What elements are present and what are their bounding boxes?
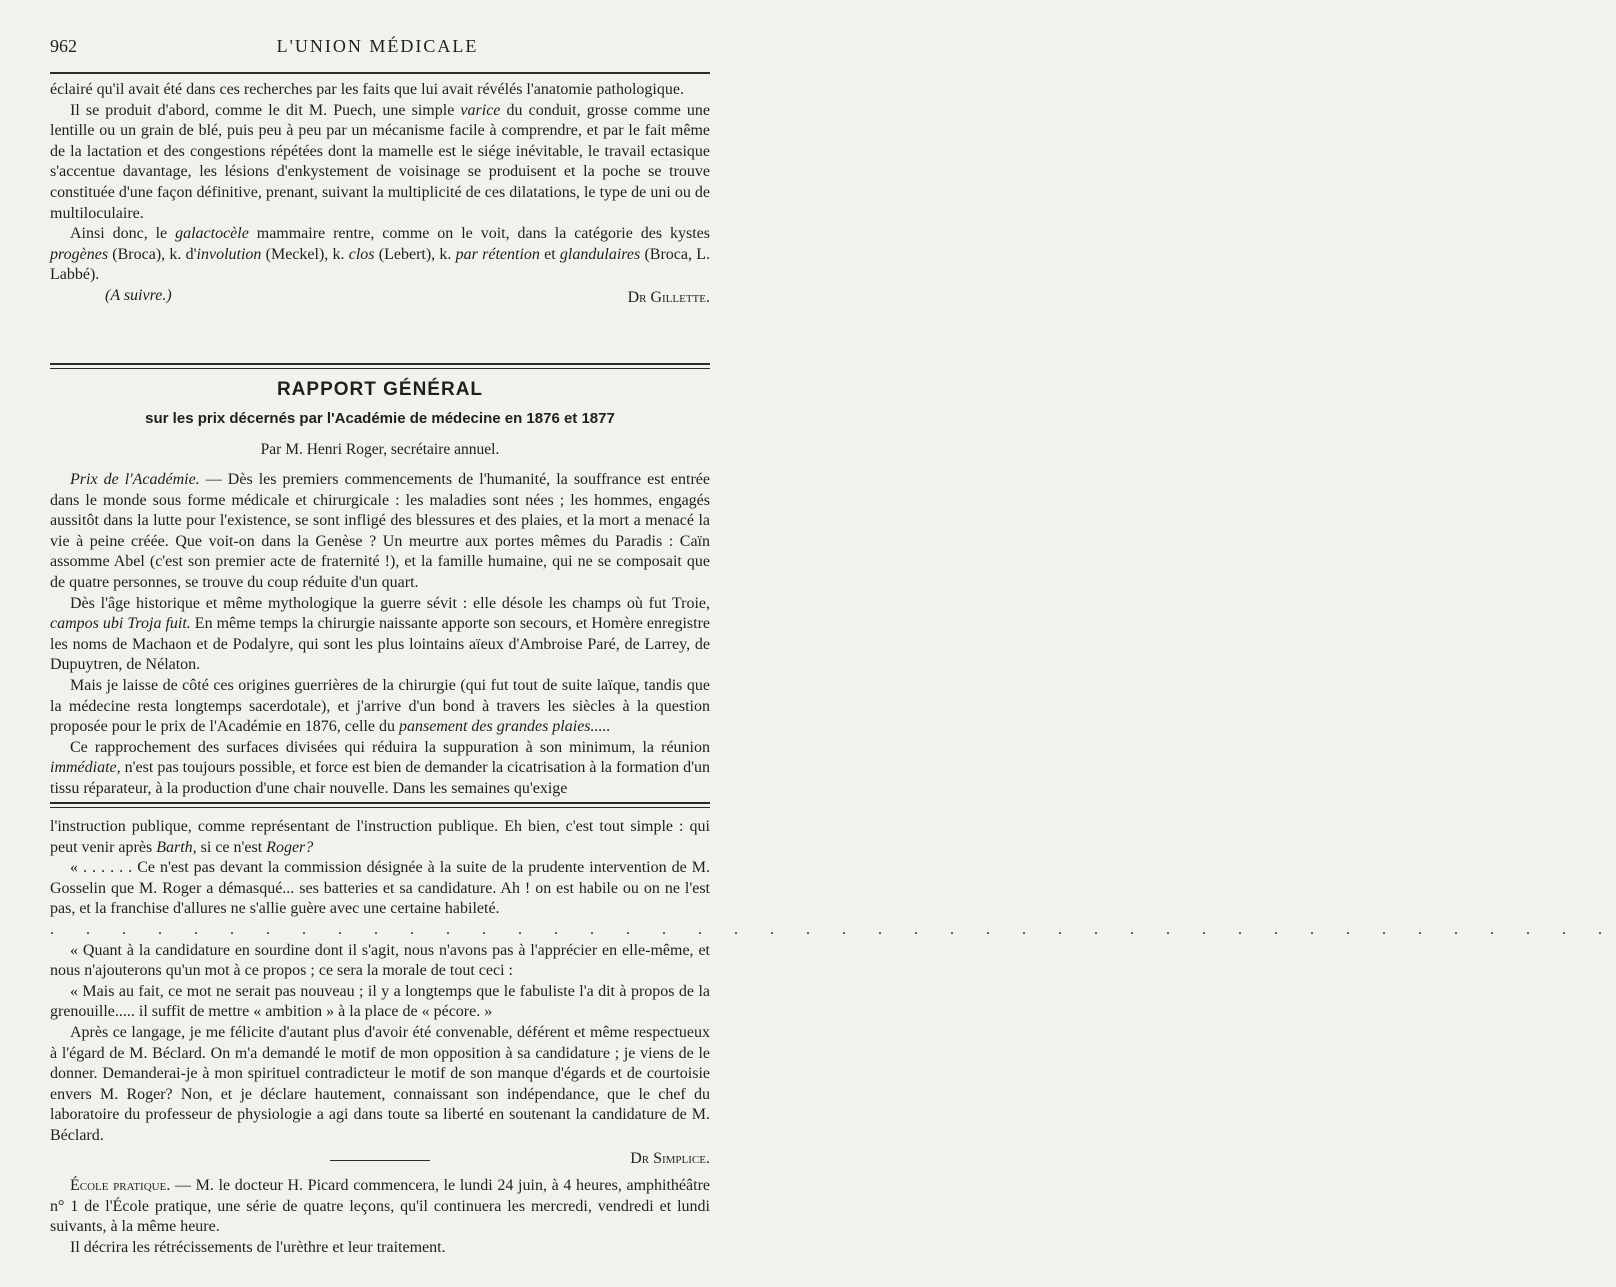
feuilleton-rule-thin	[50, 807, 710, 808]
paragraph: Après ce langage, je me félicite d'autant plus d'avoir été convenable, déférent et même respectueux à l'égard de M. Béclard. On m'a demandé le motif de mon opposition à sa candidature ; je viens de le donner. Demanderai-je à mon spirituel contradicteur le motif de son manque d'égards et de courtoisie envers M. Roger? Non, et je déclare hautement, connaissant son indépendance, que le chef du laboratoire du professeur de physiologie a agi dans toute sa liberté en soutenant la candidature de M. Béclard.	[50, 1023, 710, 1144]
text-run: l'instruction publique, comme représentant de l'instruction publique. Eh bien, c'est tout simple : qui peut venir après	[50, 818, 710, 856]
text-run: Mais je laisse de côté ces origines guerrières de la chirurgie (qui fut tout de suite laïque, tandis que la médecine resta longtemps sacerdotale), et j'arrive d'un bond à travers les siècles à la question proposée pour le prix de l'Académie en 1876, celle du	[50, 676, 710, 736]
italic-term: par rétention	[455, 245, 540, 263]
text-run: n'est pas toujours possible, et force est bien de demander la cicatrisation à la formation d'un tissu réparateur, à la production d'une chair nouvelle. Dans les semaines qu'exige	[50, 759, 710, 797]
page-header	[50, 30, 705, 66]
short-divider	[330, 1160, 430, 1161]
text-run: (Broca, L. Labbé).	[50, 245, 710, 284]
rapport-subtitle: sur les prix décernés par l'Académie de médecine en 1876 et 1877	[145, 410, 615, 427]
italic-term: varice	[460, 101, 501, 119]
text-run: Dès l'âge historique et même mythologique la guerre sévit : elle désole les champs où fut Troie,	[70, 594, 710, 612]
ellipsis-line: . . . . . . . . . . . . . . . . . . . . . . . . . . . . . . . . . . . . . . . . . . . .	[50, 920, 1616, 938]
header-rule	[50, 72, 710, 74]
text-run: et	[539, 245, 560, 263]
latin-quote: campos ubi Troja fuit.	[50, 615, 191, 633]
italic-term: pansement des grandes plaies.....	[398, 718, 611, 736]
italic-name: Barth,	[156, 838, 197, 856]
text-run: — M. le docteur H. Picard commencera, le lundi 24 juin, à 4 heures, amphithéâtre n° 1 de l'École pratique, une série de quatre leçons, qu'il continuera les mercredi, vendredi et lundi suivants, à la même heure.	[50, 1177, 711, 1236]
signature-simplice: Dr Simplice.	[630, 1149, 710, 1167]
paragraph	[50, 676, 710, 738]
italic-term: progènes	[50, 245, 109, 263]
paragraph	[50, 1176, 710, 1238]
article-galactocele	[50, 80, 710, 309]
italic-term: clos	[348, 245, 375, 263]
italic-term: involution	[196, 245, 262, 263]
paragraph	[50, 817, 710, 858]
paragraph	[50, 101, 710, 225]
paragraph: « . . . . . . Ce n'est pas devant la commission désignée à la suite de la prudente intervention de M. Gosselin que M. Roger a démasqué... ses batteries et sa candidature. Ah ! on est habile ou on ne l'est pas, et la franchise d'allures ne s'allie guère avec une certaine habileté.	[50, 859, 710, 918]
paragraph	[50, 594, 710, 676]
text-run: — Dès les premiers commencements de l'humanité, la souffrance est entrée dans le monde sous forme médicale et chirurgicale : les maladies sont nées ; les hommes, engagés aussitôt dans la lutte pour l'existence, se sont infligé des blessures et des plaies, et la mort a menacé la vie à peine créée. Que voit-on dans la Genèse ? Un meurtre aux portes mêmes du Paradis : Caïn assomme Abel (c'est son premier acte de fraternité !), et la famille humaine, qui ne se composait que de quatre personnes, se trouve du coup réduite d'un quart.	[50, 471, 711, 591]
paragraph	[50, 470, 710, 594]
text-run: Ainsi donc, le	[70, 225, 176, 243]
text-run: du conduit, grosse comme une lentille ou un grain de blé, puis peu à peu par un mécanisme facile à comprendre, et par le fait même de la lactation et des congestions répétées dont la mamelle est le siége inévitable, le travail ectasique s'accentue davantage, les lésions d'enkystement de voisinage se produisent et la poche se trouve constituée d'une façon définitive, prenant, suivant la multiplicité de ces dilatations, le type de uni ou de multiloculaire.	[50, 101, 710, 222]
italic-term: glandulaires	[559, 245, 641, 263]
paragraph: Il décrira les rétrécissements de l'urèthre et leur traitement.	[70, 1238, 446, 1256]
rapport-author: Par M. Henri Roger, secrétaire annuel.	[260, 441, 500, 458]
paragraph: « Quant à la candidature en sourdine dont il s'agit, nous n'avons pas à l'apprécier en elle-même, et nous n'ajouterons qu'un mot à ce propos ; ce sera la morale de tout ceci :	[50, 941, 710, 980]
text-run: En même temps la chirurgie naissante apporte son secours, et Homère enregistre les noms de Machaon et de Podalyre, qui sont les plus lointains aïeux d'Ambroise Paré, de Larrey, de Dupuytren, de Nélaton.	[50, 615, 710, 674]
section-rule	[50, 363, 710, 365]
rapport-body	[50, 470, 710, 800]
paragraph: éclairé qu'il avait été dans ces recherches par les faits que lui avait révélés l'anatomie pathologique.	[50, 81, 684, 98]
text-run: (Lebert), k.	[374, 245, 456, 263]
journal-title: L'UNION MÉDICALE	[276, 36, 479, 56]
notice-label: École pratique.	[70, 1177, 171, 1194]
italic-term: galactocèle	[175, 225, 249, 243]
signature-line	[50, 286, 710, 309]
text-run: Ce rapprochement des surfaces divisées qui réduira la suppuration à son minimum, la réunion	[70, 738, 710, 756]
letter-body	[50, 817, 1616, 1169]
text-run: si ce n'est	[196, 838, 267, 856]
text-run: mammaire rentre, comme on le voit, dans la catégorie des kystes	[248, 225, 710, 243]
italic-name: Roger?	[266, 838, 314, 856]
paragraph	[50, 738, 710, 800]
rapport-title: RAPPORT GÉNÉRAL	[276, 379, 484, 400]
signature-gillette: Dr Gillette.	[627, 288, 710, 306]
a-suivre: (A suivre.)	[105, 286, 172, 304]
feuilleton-rule	[50, 802, 710, 804]
italic-term: immédiate,	[50, 759, 121, 777]
text-run: Il se produit d'abord, comme le dit M. Puech, une simple	[70, 101, 461, 119]
section-label: Prix de l'Académie.	[70, 471, 200, 488]
page-number: 962	[50, 36, 77, 56]
section-rule-thin	[50, 368, 710, 369]
ecole-notice	[50, 1176, 710, 1258]
text-run: (Broca), k. d'	[108, 245, 197, 263]
paragraph: « Mais au fait, ce mot ne serait pas nouveau ; il y a longtemps que le fabuliste l'a dit à propos de la grenouille..... il suffit de mettre « ambition » à la place de « pécore. »	[50, 982, 710, 1021]
paragraph	[50, 224, 710, 286]
text-run: (Meckel), k.	[261, 245, 349, 263]
